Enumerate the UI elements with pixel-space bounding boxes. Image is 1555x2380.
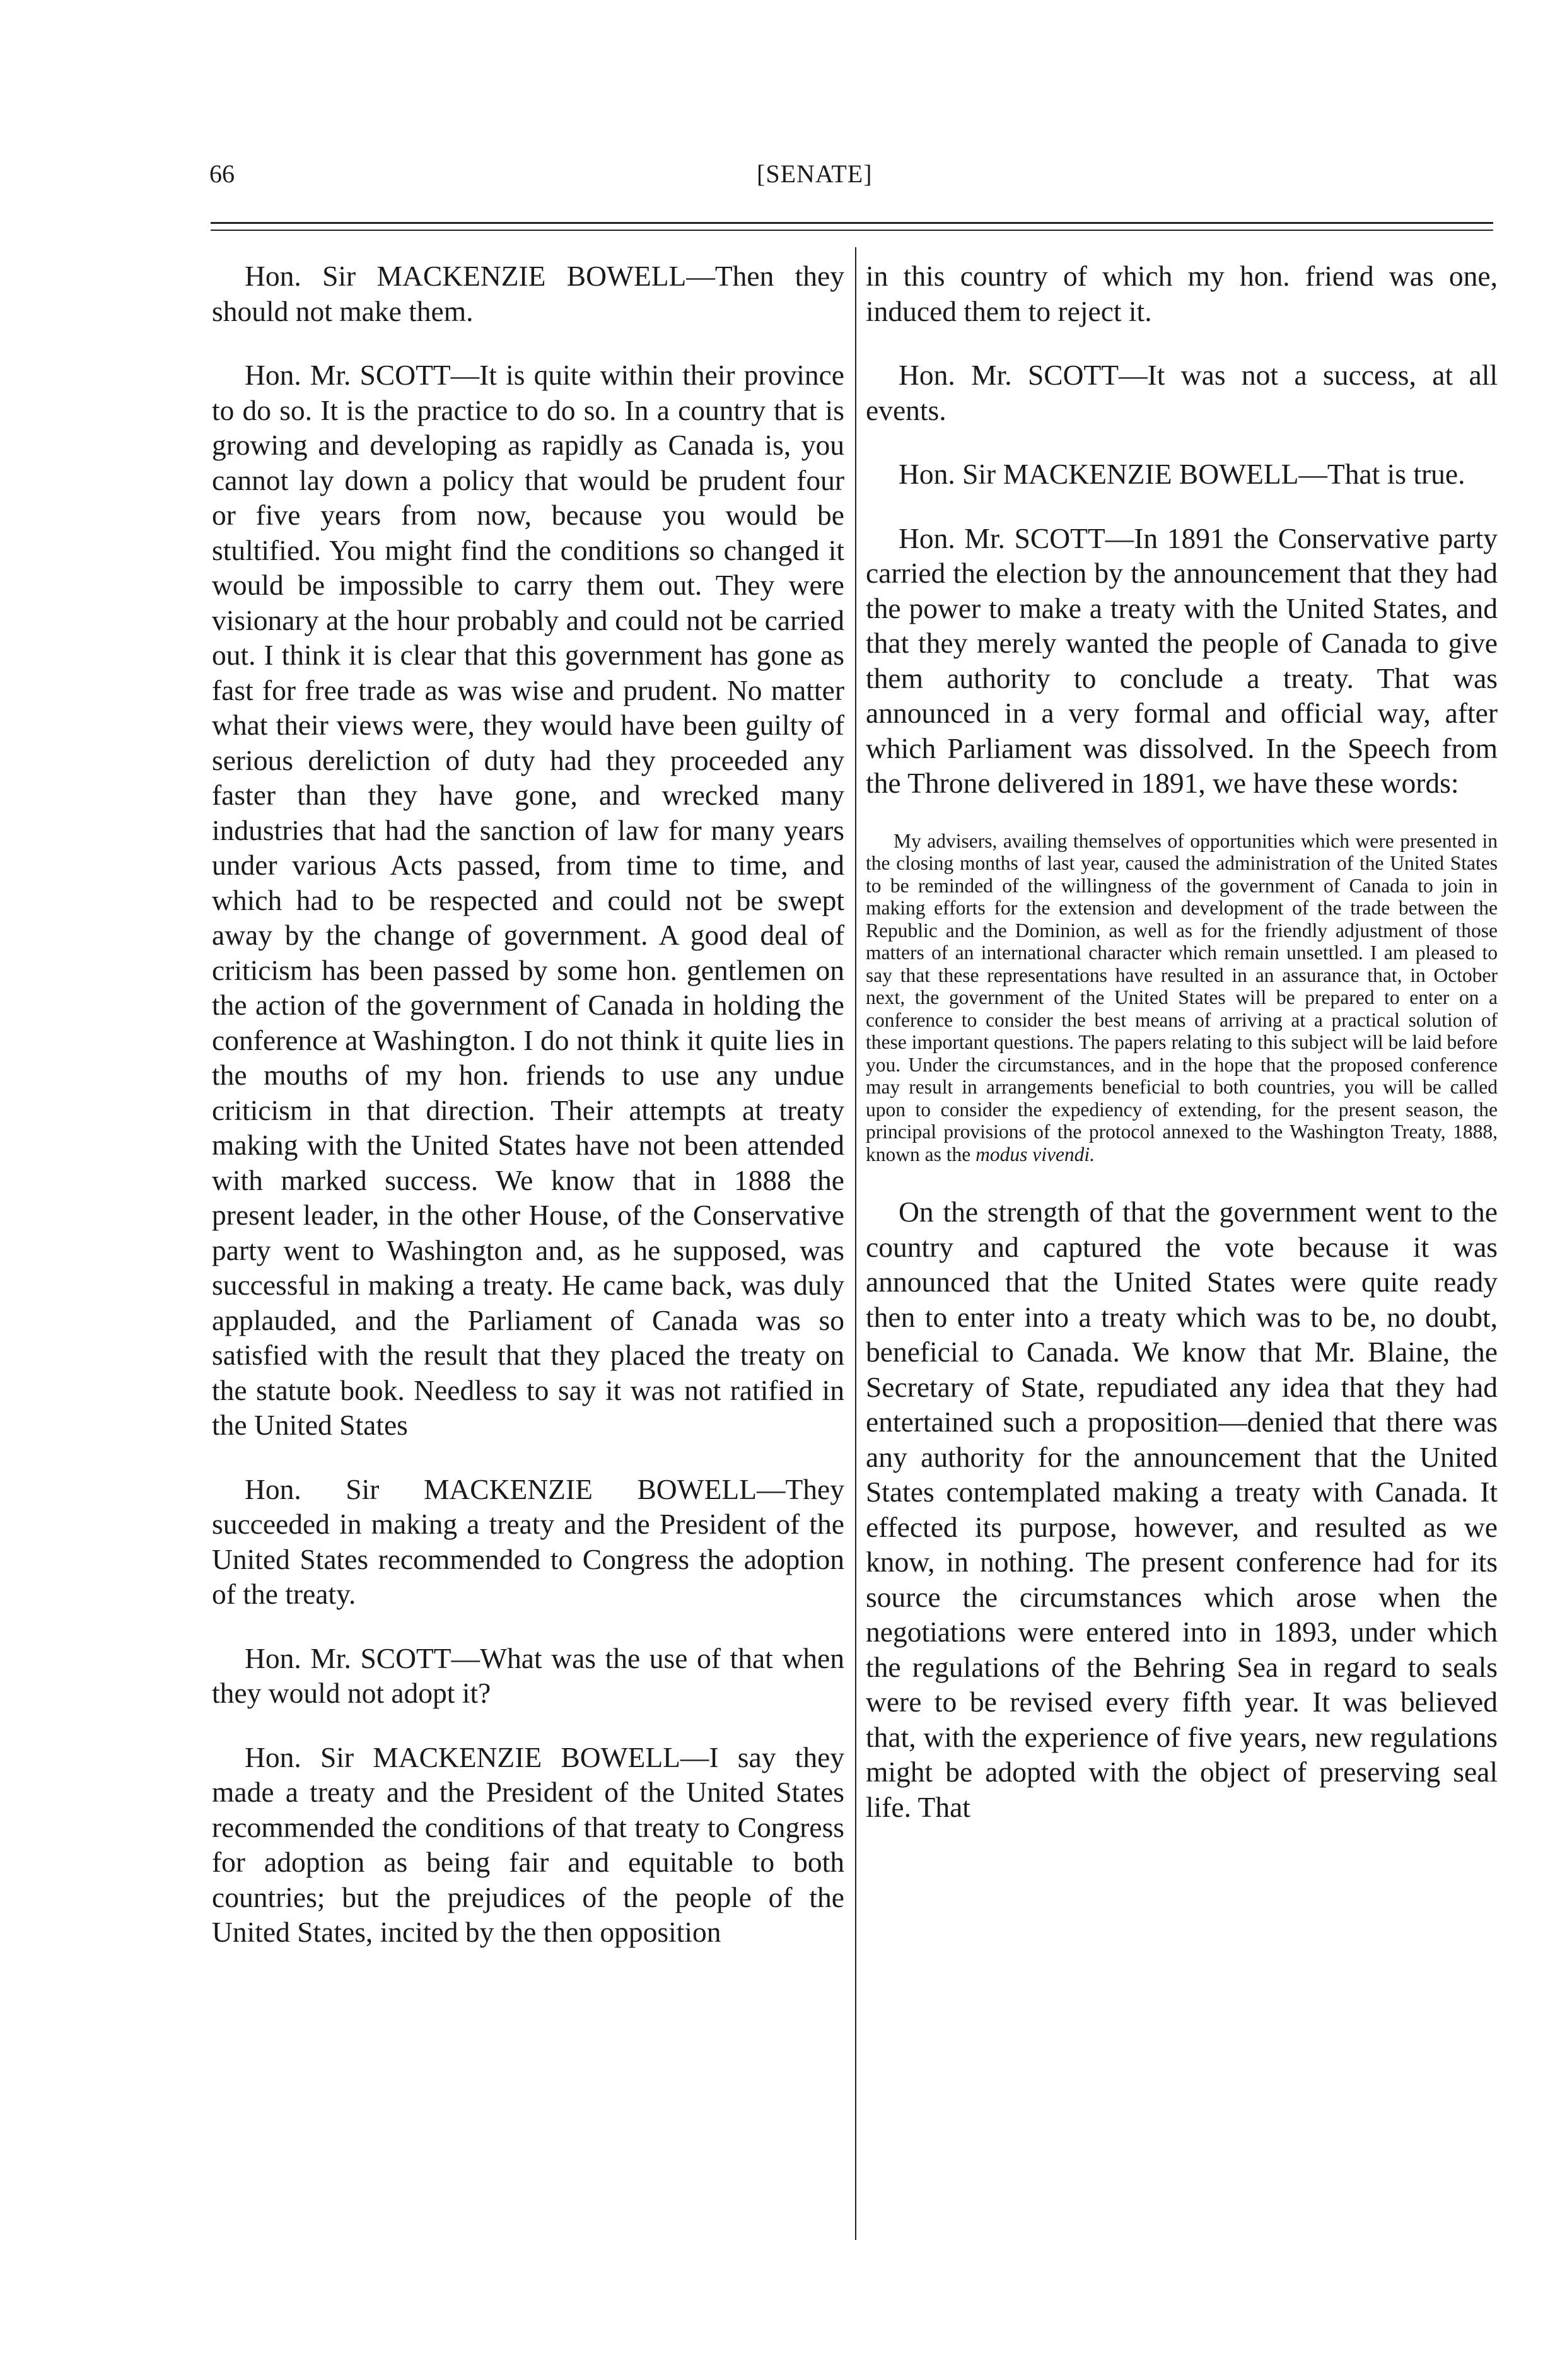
speech-text: On the strength of that the government went to the country and captured the vote because it was announced that the United States were quite ready then to enter into a treaty which was to be, no doubt, beneficial to Canada. We know that Mr. Blaine, the Secretary of State, repudiated any idea that they had entertained such a proposition—denied that there was any authority for the announcement that the United States contemplated making a treaty with Canada. It effected its purpose, however, and resulted as we know, in nothing. The present conference had for its source the circumstances which arose when the negotiations were entered into in 1893, under which the regulations of the Behring Sea in regard to seals were to be revised every fifth year. It was believed that, with the experience of five years, new regulations might be adopted with the object of preserving seal life. That bbox=[866, 1196, 1498, 1823]
speaker-name: Hon. Sir MACKENZIE BOWELL— bbox=[245, 1741, 709, 1773]
speech-text: I say they made a treaty and the President of the United States recommended the conditions of that treaty to Congress for adoption as being fair and equitable to both countries; but the prejudices of the people of the United States, incited by the then opposition bbox=[212, 1741, 845, 1948]
speech-text: In 1891 the Conservative party carried the election by the announcement that they had the power to make a treaty with the United States, and that they merely wanted the people of Canada to give them authority to conclude a treaty. That was announced in a very formal and official way, after which Parliament was dissolved. In the Speech from the Throne delivered in 1891, we have these words: bbox=[866, 522, 1498, 799]
left-column bbox=[212, 259, 844, 1979]
speech-text: It was not a success, at all events. bbox=[866, 359, 1498, 426]
speaker-name: Hon. Sir MACKENZIE BOWELL— bbox=[245, 1473, 786, 1505]
speech-paragraph bbox=[866, 1194, 1498, 1824]
speech-paragraph bbox=[866, 358, 1498, 428]
quotation-italic: modus vivendi. bbox=[976, 1143, 1095, 1165]
header-rule-secondary bbox=[211, 230, 1493, 231]
speech-paragraph bbox=[212, 1740, 844, 1950]
speech-paragraph bbox=[212, 1472, 844, 1612]
speaker-name: Hon. Sir MACKENZIE BOWELL— bbox=[899, 458, 1327, 490]
speech-paragraph bbox=[866, 521, 1498, 801]
speech-paragraph bbox=[212, 259, 844, 329]
speech-text: It is quite within their province to do so. It is the practice to do so. In a country that is growing and developing as rapidly as Canada is, you cannot lay down a policy that would be prudent four or five years from now, because you would be stultified. You might find the conditions so changed it would be impossible to carry them out. They were visionary at the hour probably and could not be carried out. I think it is clear that this government has gone as fast for free trade as was wise and prudent. No matter what their views were, they would have been guilty of serious dereliction of duty had they proceeded any faster than they have gone, and wrecked many industries that had the sanction of law for many years under various Acts passed, from time to time, and which had to be respected and could not be swept away by the change of government. A good deal of criticism has been passed by some hon. gentlemen on the action of the government of Canada in holding the conference at Washington. I do not think it quite lies in the mouths of my hon. friends to use any undue criticism in that direction. Their attempts at treaty making with the United States have not been attended with marked success. We know that in 1888 the present leader, in the other House, of the Conservative party went to Washington and, as he supposed, was successful in making a treaty. He came back, was duly applauded, and the Parliament of Canada was so satisfied with the result that they placed the treaty on the statute book. Needless to say it was not ratified in the United States bbox=[212, 359, 844, 1441]
page-number: 66 bbox=[209, 160, 235, 188]
speech-paragraph bbox=[212, 1641, 844, 1711]
speech-text: What was the use of that when they would not adopt it? bbox=[212, 1642, 845, 1709]
throne-speech-quotation bbox=[866, 830, 1498, 1166]
speaker-name: Hon. Mr. SCOTT— bbox=[899, 522, 1134, 554]
running-head: [SENATE] bbox=[757, 160, 873, 188]
header-rule bbox=[211, 222, 1493, 224]
speech-text: That is true. bbox=[1327, 458, 1465, 490]
speaker-name: Hon. Mr. SCOTT— bbox=[245, 359, 480, 391]
speech-paragraph bbox=[212, 358, 844, 1443]
speech-text: Then they should not make them. bbox=[212, 260, 845, 327]
speech-text: They succeeded in making a treaty and the President of the United States recommended to Congress the adoption of the treaty. bbox=[212, 1473, 844, 1610]
continuation-paragraph: in this country of which my hon. friend was one, induced them to reject it. bbox=[866, 260, 1498, 327]
speaker-name: Hon. Sir MACKENZIE BOWELL— bbox=[245, 260, 715, 292]
speaker-name: Hon. Mr. SCOTT— bbox=[899, 359, 1148, 391]
right-column bbox=[866, 259, 1498, 1853]
speech-paragraph bbox=[866, 457, 1498, 492]
speaker-name: Hon. Mr. SCOTT— bbox=[245, 1642, 480, 1674]
column-divider bbox=[855, 247, 856, 2240]
quotation-text: My advisers, availing themselves of opportunities which were presented in the closing months of last year, caused the administration of the United States to be reminded of the willingness of the government of Canada to join in making efforts for the extension and development of the trade between the Republic and the Dominion, as well as for the friendly adjustment of those matters of an international character which remain unsettled. I am pleased to say that these representations have resulted in an assurance that, in October next, the government of the United States will be prepared to enter on a conference to consider the best means of arriving at a practical solution of these important questions. The papers relating to this subject will be laid before you. Under the circumstances, and in the hope that the proposed conference may result in arrangements beneficial to both countries, you will be called upon to consider the expediency of extending, for the present season, the principal provisions of the protocol annexed to the Washington Treaty, 1888, known as the bbox=[866, 829, 1498, 1165]
